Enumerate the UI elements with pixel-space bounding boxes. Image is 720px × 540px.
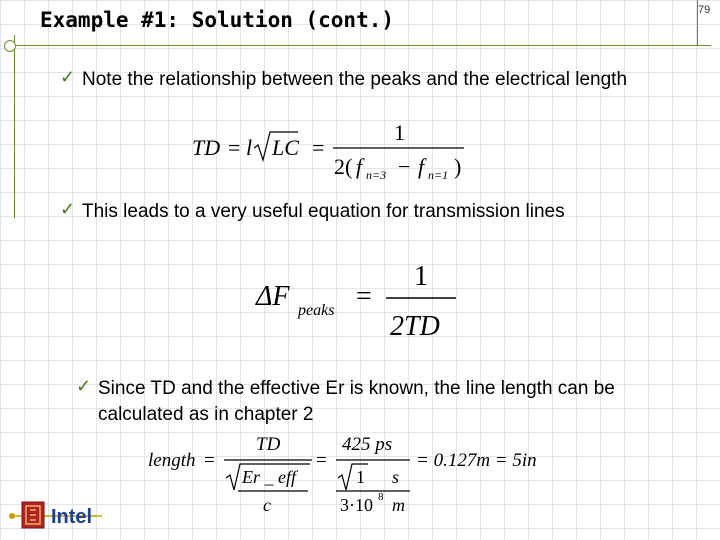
intel-logo [6, 496, 106, 536]
eq1-eq-a: = [228, 135, 241, 160]
equation-td [188, 118, 478, 188]
logo-dot-left [9, 513, 15, 519]
eq1-sub-a: n=3 [366, 168, 387, 182]
eq1-den-close: ) [454, 154, 462, 179]
eq3-ps: 425 ps [342, 434, 393, 455]
frame-vertical-line [14, 35, 15, 218]
bullet-electrical-length: Note the relationship between the peaks and the electrical length [82, 69, 628, 90]
equation-delta-f [252, 255, 472, 345]
logo-text: Intel [51, 506, 93, 528]
frame-corner-circle [4, 40, 16, 52]
bullet-line-length: Since TD and the effective Er is known, the line length can be calculated as in chapter 2 [98, 378, 615, 425]
eq3-eq-a: = [204, 450, 215, 471]
eq3-lhs: length [148, 450, 196, 471]
eq3-one: 1 [356, 467, 365, 487]
eq1-lhs: TD [192, 135, 221, 160]
eq2-delta-f: ΔF [256, 281, 290, 312]
eq3-exp: 8 [378, 491, 384, 503]
bullet-useful-equation: This leads to a very useful equation for transmission lines [82, 201, 565, 222]
eq1-l: l [246, 135, 253, 160]
eq1-f-a: f [356, 154, 363, 179]
eq1-f-b: f [418, 154, 425, 179]
eq1-minus: − [398, 154, 411, 179]
eq2-sub: peaks [298, 302, 335, 319]
eq1-eq-b: = [312, 135, 325, 160]
eq3-td: TD [256, 434, 281, 455]
eq3-er-eff: Er _ eff [242, 467, 296, 487]
eq3-m: m [392, 495, 405, 515]
eq3-s: s [392, 467, 400, 487]
equation-length [146, 428, 556, 518]
frame-horizontal-line [9, 45, 711, 46]
check-icon: ✓ [60, 67, 76, 87]
eq3-three: 3·10 [340, 495, 373, 515]
eq1-den-open: 2( [334, 154, 353, 179]
slide-title: Example #1: Solution (cont.) [40, 8, 395, 32]
eq3-eq-b: = [316, 450, 327, 471]
eq3-c: c [263, 495, 271, 515]
eq2-eq: = [356, 281, 372, 312]
eq3-result: = 0.127m = 5in [416, 450, 537, 471]
eq1-sub-b: n=1 [428, 168, 449, 182]
eq1-numerator: 1 [394, 120, 405, 145]
eq2-numerator: 1 [414, 261, 428, 292]
eq2-denominator: 2TD [390, 311, 440, 342]
page-number: 79 [698, 4, 711, 16]
check-icon: ✓ [76, 376, 92, 396]
eq1-lc: LC [272, 135, 299, 160]
check-icon: ✓ [60, 199, 76, 219]
